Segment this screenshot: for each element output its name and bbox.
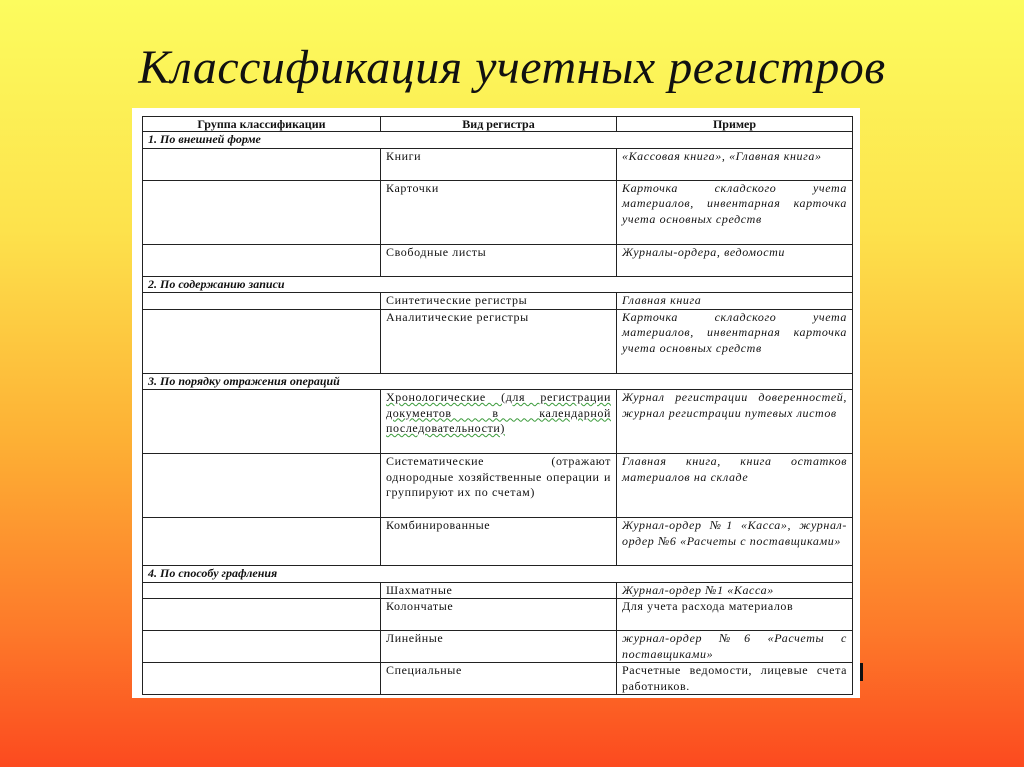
register-type-cell: Специальные [381, 663, 617, 695]
group-cell [143, 148, 381, 180]
register-type-cell: Колончатые [381, 599, 617, 631]
group-cell [143, 390, 381, 454]
table-row [143, 454, 853, 518]
table-row [143, 244, 853, 276]
register-type-cell: Аналитические регистры [381, 309, 617, 373]
edge-mark [860, 663, 863, 681]
example-cell: Журналы-ордера, ведомости [617, 244, 853, 276]
group-cell [143, 663, 381, 695]
example-cell: Для учета расхода материалов [617, 599, 853, 631]
group-cell [143, 309, 381, 373]
table-row [143, 180, 853, 244]
group-cell [143, 180, 381, 244]
table-row [143, 518, 853, 566]
register-type-cell: Шахматные [381, 582, 617, 599]
register-type-cell: Карточки [381, 180, 617, 244]
table-row [143, 390, 853, 454]
group-cell [143, 454, 381, 518]
example-cell: Журнал-ордер №1 «Касса», журнал-ордер №6 «Расчеты с поставщиками» [617, 518, 853, 566]
register-type-cell: Свободные листы [381, 244, 617, 276]
group-cell [143, 631, 381, 663]
register-type-cell: Книги [381, 148, 617, 180]
example-cell: Главная книга [617, 293, 853, 310]
example-cell: Расчетные ведомости, лицевые счета работников. [617, 663, 853, 695]
example-cell: Карточка складского учета материалов, инвентарная карточка учета основных средств [617, 180, 853, 244]
register-type-cell: Линейные [381, 631, 617, 663]
slide-title: Классификация учетных регистров [138, 41, 886, 94]
table-panel [132, 108, 860, 698]
register-classification-table [142, 116, 853, 695]
group-title: 1. По внешней форме [143, 132, 853, 149]
group-cell [143, 518, 381, 566]
group-title: 3. По порядку отражения операций [143, 373, 853, 390]
table-row [143, 631, 853, 663]
register-type-cell: Систематические (отражают однородные хозяйственные операции и группируют их по счетам) [381, 454, 617, 518]
group-cell [143, 244, 381, 276]
group-row [143, 132, 853, 149]
table-row [143, 293, 853, 310]
register-type-cell: Комбинированные [381, 518, 617, 566]
example-cell: «Кассовая книга», «Главная книга» [617, 148, 853, 180]
group-cell [143, 582, 381, 599]
group-row [143, 276, 853, 293]
table-row [143, 663, 853, 695]
table-header-row [143, 117, 853, 132]
table-row [143, 599, 853, 631]
header-register-type: Вид регистра [381, 117, 617, 132]
group-title: 4. По способу графления [143, 566, 853, 583]
example-cell: Журнал регистрации доверенностей, журнал регистрации путевых листов [617, 390, 853, 454]
register-type-cell: Синтетические регистры [381, 293, 617, 310]
group-title: 2. По содержанию записи [143, 276, 853, 293]
example-cell: Карточка складского учета материалов, инвентарная карточка учета основных средств [617, 309, 853, 373]
header-example: Пример [617, 117, 853, 132]
group-cell [143, 293, 381, 310]
register-type-cell: Хронологические (для регистрации документов в календарной последовательности) [381, 390, 617, 454]
example-cell: Главная книга, книга остатков материалов на складе [617, 454, 853, 518]
group-row [143, 566, 853, 583]
group-cell [143, 599, 381, 631]
table-row [143, 309, 853, 373]
header-group: Группа классификации [143, 117, 381, 132]
example-cell: Журнал-ордер №1 «Касса» [617, 582, 853, 599]
table-row [143, 148, 853, 180]
example-cell: журнал-ордер №6 «Расчеты с поставщиками» [617, 631, 853, 663]
group-row [143, 373, 853, 390]
table-row [143, 582, 853, 599]
